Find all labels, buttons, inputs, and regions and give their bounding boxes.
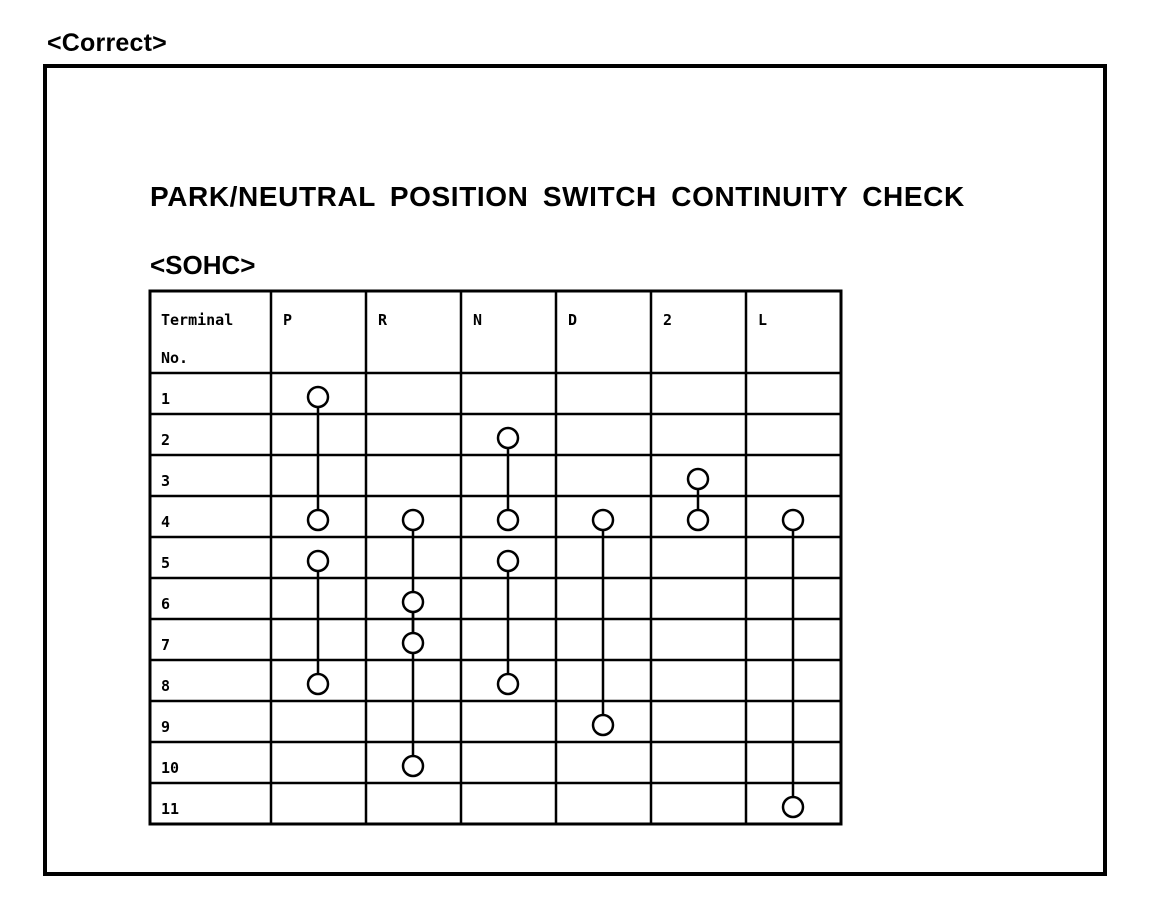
correct-label: <Correct>: [47, 29, 167, 57]
terminal-number: 6: [161, 595, 171, 613]
continuity-circle: [403, 592, 423, 612]
terminal-number: 1: [161, 390, 171, 408]
continuity-circle: [593, 715, 613, 735]
header-position-d: D: [568, 311, 578, 329]
terminal-number: 11: [161, 800, 180, 818]
continuity-circle: [403, 756, 423, 776]
table-border: [150, 291, 841, 824]
continuity-circle: [688, 510, 708, 530]
continuity-circle: [308, 551, 328, 571]
header-terminal-label: Terminal: [161, 311, 234, 329]
terminal-number: 5: [161, 554, 171, 572]
continuity-circle: [308, 674, 328, 694]
terminal-number: 8: [161, 677, 171, 695]
header-position-n: N: [473, 311, 483, 329]
continuity-circle: [783, 510, 803, 530]
continuity-circle: [498, 428, 518, 448]
header-position-l: L: [758, 311, 768, 329]
engine-variant-label: <SOHC>: [150, 250, 256, 280]
continuity-circle: [498, 674, 518, 694]
continuity-circle: [403, 633, 423, 653]
header-position-2: 2: [663, 311, 673, 329]
continuity-circle: [688, 469, 708, 489]
page-title: PARK/NEUTRAL POSITION SWITCH CONTINUITY CHECK: [150, 181, 965, 212]
continuity-circle: [498, 510, 518, 530]
header-position-r: R: [378, 311, 388, 329]
continuity-circle: [783, 797, 803, 817]
terminal-number: 4: [161, 513, 171, 531]
continuity-circle: [308, 387, 328, 407]
terminal-number: 2: [161, 431, 171, 449]
terminal-number: 7: [161, 636, 171, 654]
terminal-number: 3: [161, 472, 171, 490]
continuity-circle: [403, 510, 423, 530]
continuity-circle: [308, 510, 328, 530]
terminal-number: 10: [161, 759, 180, 777]
terminal-number: 9: [161, 718, 171, 736]
continuity-circle: [593, 510, 613, 530]
header-position-p: P: [283, 311, 293, 329]
continuity-circle: [498, 551, 518, 571]
header-number-label: No.: [161, 349, 189, 367]
